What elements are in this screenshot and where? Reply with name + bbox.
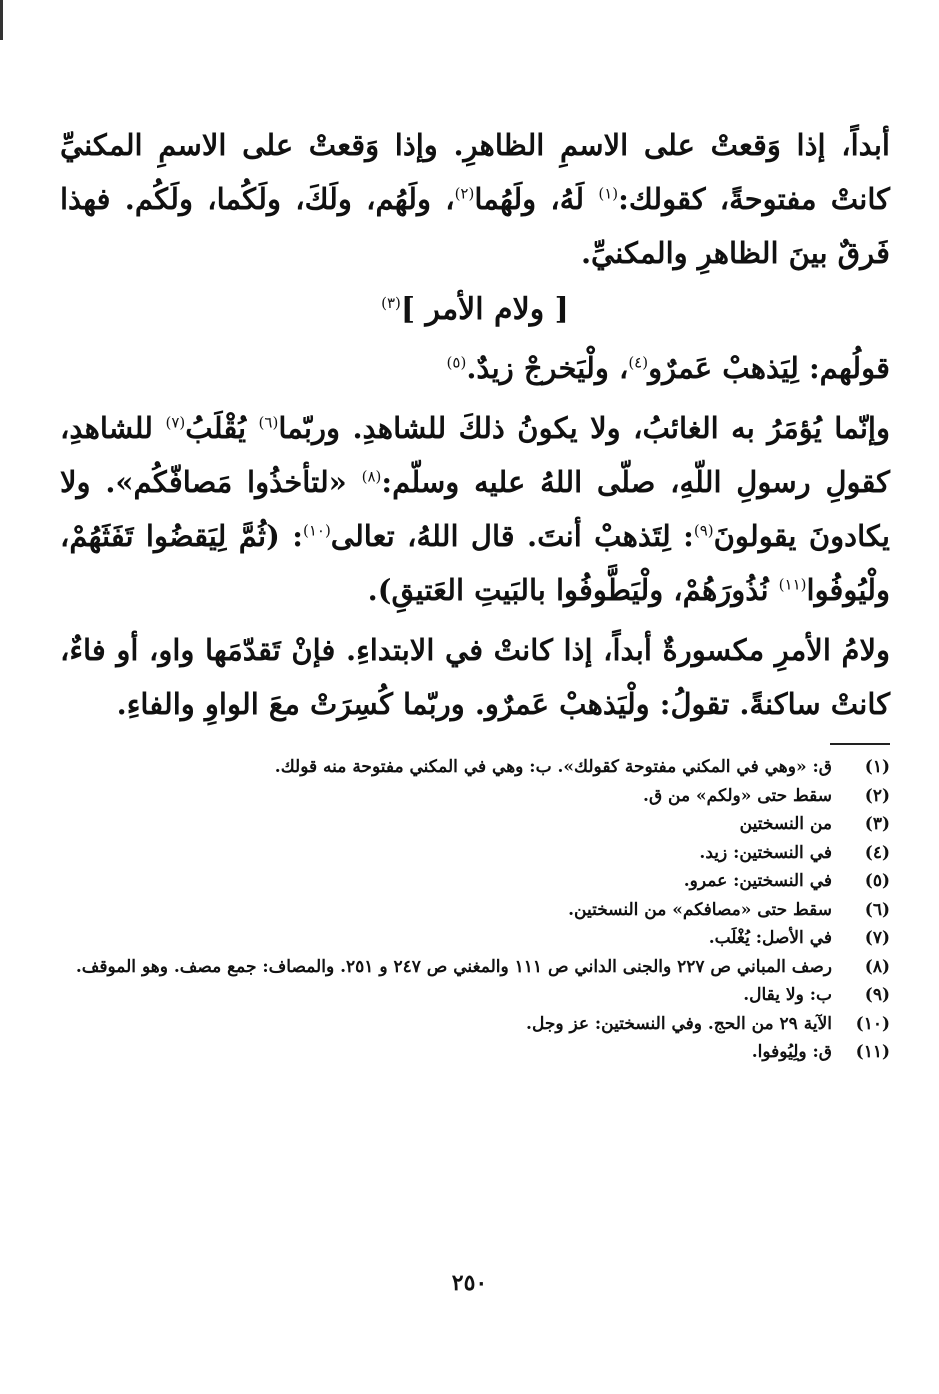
footnote-number: (٥): [864, 871, 890, 891]
footnote-text: ب: ولا يقال.: [743, 985, 832, 1005]
paragraph-3-text-f: : (ثُمَّ لِيَقضُوا تَفَثَهُمْ، ولْيُوفُوا: [60, 519, 890, 607]
footnote-text: من النسختين: [739, 814, 832, 834]
paragraph-1-text-b: لَهُ، ولَهُما: [474, 182, 585, 216]
footnote-text: في النسختين: عمرو.: [683, 871, 832, 891]
footnote-item: [60, 810, 890, 839]
footnote-ref-10: (١٠): [302, 521, 331, 540]
footnote-number: (٧): [864, 928, 890, 948]
footnote-ref-4: (٤): [628, 353, 649, 372]
paragraph-1: [60, 118, 890, 280]
paragraph-3: [60, 401, 890, 617]
page-edge-line: [0, 0, 3, 40]
paragraph-1-text-c: ، ولَهُم، ولَكَ، ولَكُما، ولَكُم. فهذا فَرقٌ بينَ الظاهرِ والمكنيِّ.: [60, 182, 890, 270]
book-page: [60, 118, 890, 1067]
footnote-ref-8: (٨): [361, 467, 382, 486]
footnote-text: في النسختين: زيد.: [699, 842, 832, 863]
footnote-item: [60, 839, 890, 868]
footnote-ref-2: (٢): [454, 184, 475, 203]
paragraph-3-text-a: وإنّما يُؤمَرُ به الغائبُ، ولا يكونُ ذلكَ للشاهدِ. وربّما: [278, 411, 890, 445]
footnote-number: (١٠): [855, 1013, 890, 1034]
footnote-item: [60, 953, 890, 982]
footnote-item: [60, 782, 890, 811]
footnote-text: رصف المباني ص ٢٢٧ والجنى الداني ص ١١١ والمغني ص ٢٤٧ و ٢٥١. والمصاف: جمع مصف. وهو الموقف.: [75, 956, 832, 977]
footnote-number: (٨): [864, 956, 890, 977]
footnotes-list: [60, 753, 890, 1067]
footnote-ref-9: (٩): [693, 521, 714, 540]
paragraph-4: [60, 623, 890, 731]
footnote-text: سقط حتى «ولكم» من ق.: [643, 785, 832, 806]
footnote-item: [60, 924, 890, 953]
footnote-item: [60, 1038, 890, 1067]
paragraph-3-text-d: «لتأخذُوا مَصافّكُم». ولا يكادونَ يقولونَ: [60, 465, 890, 553]
footnote-number: (٩): [864, 985, 890, 1005]
paragraph-3-text-e: : لِتَذهبْ أنتَ. قال اللهُ، تعالى: [330, 519, 694, 553]
footnote-number: (٣): [864, 814, 890, 834]
section-heading-text: [ ولام الأمر ]: [400, 292, 569, 327]
footnote-text: سقط حتى «مصافكم» من النسختين.: [568, 899, 832, 920]
paragraph-3-text-g: نُذُورَهُمْ، ولْيَطَّوفُوا بالبَيتِ العَتيقِ).: [367, 573, 769, 607]
footnote-item: [60, 867, 890, 896]
footnote-text: ق: ولِيُوفوا.: [751, 1042, 832, 1062]
footnote-item: [60, 896, 890, 925]
footnote-text: في الأصل: يُغْلَب.: [708, 928, 832, 948]
footnote-ref-1: (١): [598, 184, 619, 203]
footnote-divider: [830, 743, 890, 745]
footnote-number: (١): [864, 757, 890, 777]
page-number: ٢٥٠: [451, 1270, 488, 1296]
footnote-number: (٢): [864, 785, 890, 806]
footnote-text: الآية ٢٩ من الحج. وفي النسختين: عز وجل.: [526, 1013, 832, 1034]
footnote-ref-11: (١١): [778, 575, 807, 594]
paragraph-2-text-b: ، ولْيَخرجْ زيدٌ.: [466, 351, 629, 385]
footnote-ref-3: (٣): [381, 294, 401, 312]
section-heading: [60, 292, 890, 327]
footnote-number: (٤): [864, 842, 890, 863]
footnote-item: [60, 1010, 890, 1039]
footnote-item: [60, 753, 890, 782]
paragraph-1-text: أبداً، إذا وَقعتْ على الاسمِ الظاهرِ. وإذا وَقعتْ على الاسمِ المكنيِّ كانتْ مفتوحةً، كقولك:: [60, 128, 890, 216]
footnote-item: [60, 981, 890, 1010]
paragraph-4-text: ولامُ الأمرِ مكسورةٌ أبداً، إذا كانتْ في الابتداءِ. فإنْ تَقدّمَها واو، أو فاءٌ، كانتْ ساكنةً. تقولُ: ولْيَذهبْ عَمرٌو. وربّما كُسِرَتْ معَ الواوِ والفاءِ.: [60, 633, 890, 721]
footnote-ref-7: (٧): [165, 413, 186, 432]
paragraph-2-text: قولُهم: لِيَذهبْ عَمرٌو: [648, 351, 890, 385]
paragraph-2: [60, 341, 890, 395]
footnote-ref-5: (٥): [446, 353, 467, 372]
paragraph-3-text-b: يُقْلَبُ: [185, 411, 247, 445]
paragraph-3-text-c: للشاهدِ، كقولِ رسولِ اللّهِ، صلّى اللهُ عليه وسلّم:: [60, 411, 890, 499]
footnote-number: (١١): [855, 1042, 890, 1062]
footnote-ref-6: (٦): [258, 413, 279, 432]
footnote-text: ق: «وهي في المكني مفتوحة كقولك». ب: وهي في المكني مفتوحة منه قولك.: [274, 757, 832, 777]
footnote-number: (٦): [864, 899, 890, 920]
